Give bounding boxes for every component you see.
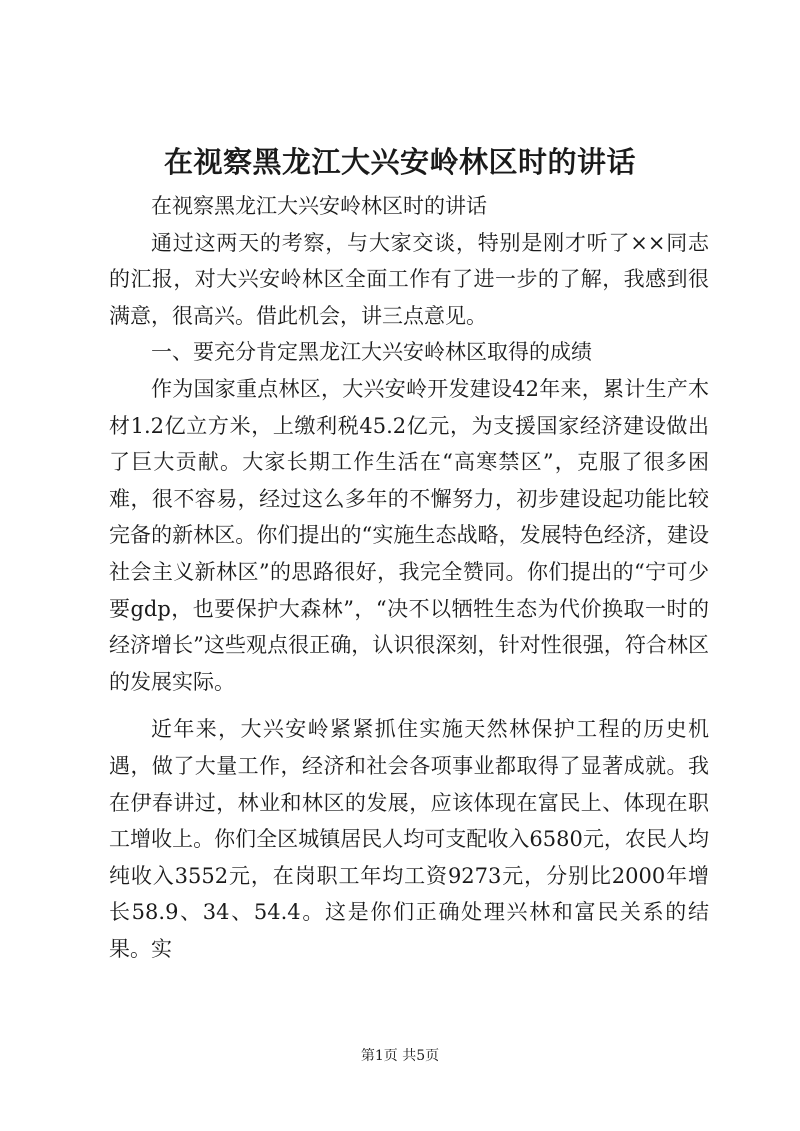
document-title: 在视察黑龙江大兴安岭林区时的讲话 bbox=[163, 145, 636, 179]
page-number-footer: 第1页 共5页 bbox=[360, 1048, 440, 1064]
document-body bbox=[109, 188, 709, 967]
section-heading-1: 一、要充分肯定黑龙江大兴安岭林区取得的成绩 bbox=[151, 340, 592, 365]
paragraph-achievements: 作为国家重点林区，大兴安岭开发建设42年来，累计生产木材1.2亿立方米，上缴利税45.2亿元，为支援国家经济建设做出了巨大贡献。大家长期工作生活在“高寒禁区”，克服了很多困难，很不容易，经过这么多年的不懈努力，初步建设起功能比较完备的新林区。你们提出的“实施生态战略，发展特色经济，建设社会主义新林区”的思路很好，我完全赞同。你们提出的“宁可少要gdp，也要保护大森林”，“决不以牺牲生态为代价换取一时的经济增长”这些观点很正确，认识很深刻，针对性很强，符合林区的发展实际。 bbox=[109, 376, 709, 694]
paragraph-recent-years: 近年来，大兴安岭紧紧抓住实施天然林保护工程的历史机遇，做了大量工作，经济和社会各项事业都取得了显著成就。我在伊春讲过，林业和林区的发展，应该体现在富民上、体现在职工增收上。你们全区城镇居民人均可支配收入6580元，农民人均纯收入3552元，在岗职工年均工资9273元，分别比2000年增长58.9、34、54.4。这是你们正确处理兴林和富民关系的结果。实 bbox=[109, 717, 709, 961]
paragraph-intro: 通过这两天的考察，与大家交谈，特别是刚才听了××同志的汇报，对大兴安岭林区全面工作有了进一步的了解，我感到很满意，很高兴。借此机会，讲三点意见。 bbox=[109, 230, 709, 328]
paragraph-subtitle: 在视察黑龙江大兴安岭林区时的讲话 bbox=[151, 194, 487, 218]
